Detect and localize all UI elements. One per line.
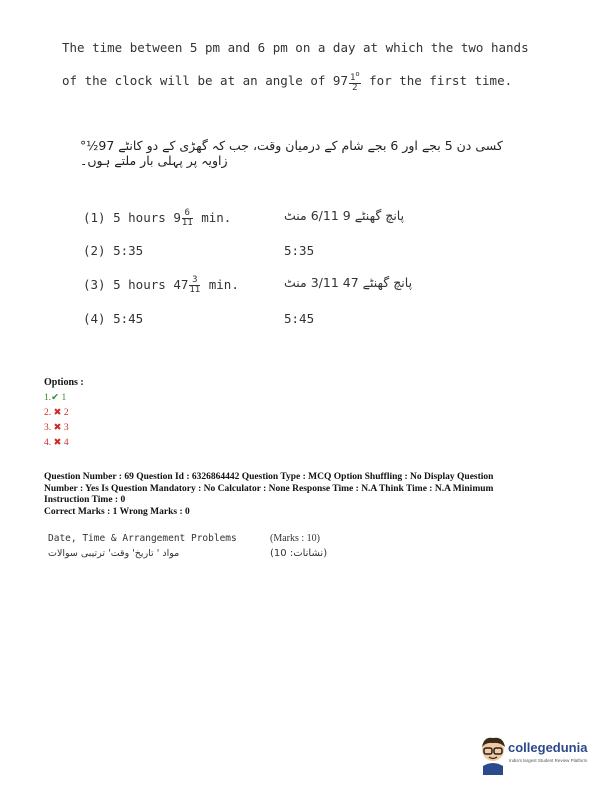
option-number: (2) [83,243,106,258]
option-number: (1) [83,210,106,225]
option-2-urdu: 5:35 [284,243,315,258]
question-line2-suffix: for the first time. [361,73,513,88]
answer-label: 2. [44,408,52,418]
fraction-numerator: 6 [182,209,193,219]
cross-icon: ✖ [53,408,62,418]
section-marks-ur: (نشانات: 10) [270,548,328,559]
meta-line-4: Correct Marks : 1 Wrong Marks : 0 [44,506,190,517]
degree-symbol: o [355,70,360,78]
meta-line-2: Number : Yes Is Question Mandatory : No Calculator : None Response Time : N.A Think Time : N.A Minimum [44,483,494,494]
option-text: 5 hours 47 [113,277,189,292]
fraction-numerator: 1 [349,73,356,83]
answer-value: 2 [63,408,69,418]
option-3-urdu: پانچ گھنٹے 47 3/11 منٹ [284,275,413,290]
fraction-denominator: 11 [181,218,193,228]
section-marks-en: (Marks : 10) [270,533,320,544]
meta-line-3: Instruction Time : 0 [44,495,126,505]
brand-name: collegedunia [508,740,588,755]
meta-line-1: Question Number : 69 Question Id : 6326864442 Question Type : MCQ Option Shuffling : No Display Question [44,472,494,482]
angle-fraction [349,70,361,93]
answer-option-4 [44,437,69,448]
option-1-urdu: پانچ گھنٹے 9 6/11 منٹ [284,208,405,223]
option-4 [83,311,143,326]
answer-value: 1 [61,393,67,403]
answer-label: 3. [44,423,52,433]
fraction-denominator: 11 [189,285,201,295]
answer-option-1 [44,392,66,403]
options-heading: Options : [44,377,84,388]
section-title-ur: مواد ' تاریخ' وقت' ترتیبی سوالات [48,548,180,559]
answer-option-2 [44,407,69,418]
fraction-numerator: 3 [189,276,200,286]
answer-value: 4 [63,438,69,448]
answer-label: 1. [44,393,52,403]
option-text: 5:45 [113,311,144,326]
option-text: 5 hours 9 [113,210,181,225]
option-2 [83,243,143,258]
option-suffix: min. [201,277,239,292]
question-line2-prefix: of the clock will be at an angle of 97 [62,73,348,88]
option-number: (3) [83,277,106,292]
option-3 [83,276,239,295]
answer-option-3 [44,422,69,433]
option-suffix: min. [193,210,232,225]
question-meta [44,472,564,518]
brand-logo [478,735,508,780]
option-text: 5:35 [113,243,144,258]
section-title-en: Date, Time & Arrangement Problems [48,533,237,544]
fraction-denominator: 2 [352,83,358,93]
option-fraction [189,276,200,295]
cross-icon: ✖ [53,423,62,433]
question-text-line1: The time between 5 pm and 6 pm on a day at which the two hands [62,40,529,55]
question-text-line2 [62,70,512,93]
option-4-urdu: 5:45 [284,311,315,326]
student-avatar-icon [478,735,508,775]
option-1 [83,209,231,228]
option-fraction [182,209,193,228]
cross-icon: ✖ [53,438,62,448]
answer-value: 3 [63,423,69,433]
question-text-urdu: کسی دن 5 بجے اور 6 بجے شام کے درمیان وقت، جب کہ گھڑی کے دو کانٹے 97½° زاویہ پر پہلی بار ملتے ہوں۔ [80,138,503,168]
answer-label: 4. [44,438,52,448]
option-number: (4) [83,311,106,326]
brand-tagline: India's largest Student Review Platform [509,758,588,763]
check-icon: ✔ [51,393,60,403]
